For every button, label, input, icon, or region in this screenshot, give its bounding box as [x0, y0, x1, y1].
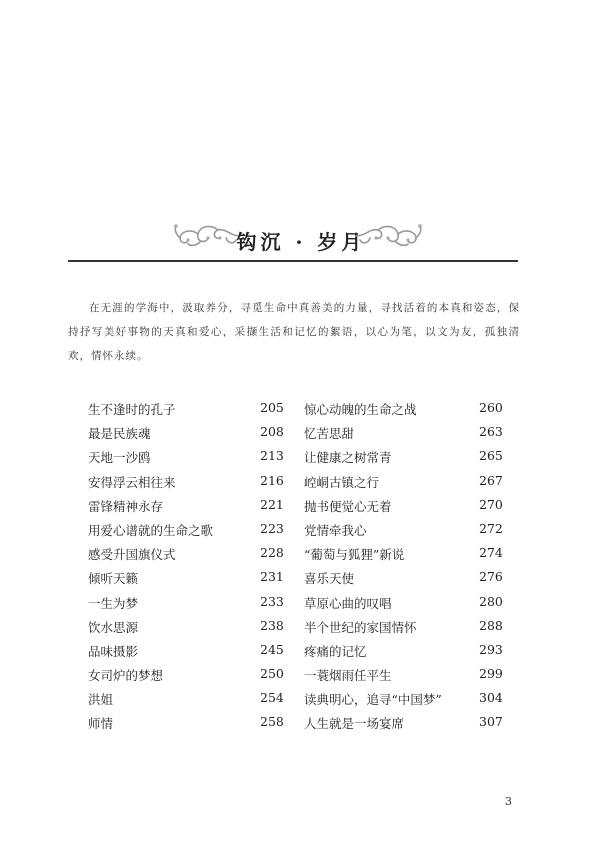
toc-left-title: 倾听天籁 [88, 571, 139, 587]
toc-left-page: 231 [260, 569, 284, 585]
toc-left-page: 238 [260, 617, 284, 633]
toc-right-title: 喜乐天使 [304, 571, 355, 587]
toc-left-title: 最是民族魂 [88, 426, 151, 442]
header-rule [68, 260, 518, 262]
toc-left-title: 感受升国旗仪式 [88, 547, 176, 563]
toc-left-page: 254 [260, 690, 284, 706]
toc-right-title: 抛书便觉心无着 [304, 498, 392, 514]
toc-row [88, 444, 508, 468]
toc-left-page: 213 [260, 448, 284, 464]
toc-right-page: 274 [479, 545, 503, 561]
page-number: 3 [505, 795, 512, 808]
section-header [0, 214, 602, 260]
toc-left-title: 饮水思源 [88, 619, 139, 635]
toc-right-title: 草原心曲的叹唱 [304, 595, 392, 611]
toc-row [88, 710, 508, 734]
floral-ornament-right-icon [352, 218, 426, 250]
toc-row [88, 541, 508, 565]
toc-left-page: 250 [260, 666, 284, 682]
toc-row [88, 469, 508, 493]
table-of-contents [88, 396, 508, 735]
toc-row [88, 493, 508, 517]
toc-right-title: 半个世纪的家国情怀 [304, 619, 417, 635]
toc-right-title: 党情牵我心 [304, 522, 367, 538]
toc-right-page: 270 [479, 496, 503, 512]
toc-row [88, 396, 508, 420]
toc-left-page: 258 [260, 714, 284, 730]
toc-right-page: 304 [479, 690, 503, 706]
section-title: 钩沉 · 岁月 [236, 230, 366, 254]
toc-right-title: 读典明心，追寻“中国梦” [304, 692, 442, 708]
toc-row [88, 420, 508, 444]
toc-right-title: 疼痛的记忆 [304, 643, 367, 659]
toc-row [88, 638, 508, 662]
toc-row [88, 565, 508, 589]
toc-left-title: 雷锋精神永存 [88, 498, 164, 514]
toc-left-page: 245 [260, 641, 284, 657]
toc-row [88, 686, 508, 710]
intro-paragraph: 在无涯的学海中，汲取养分，寻觅生命中真善美的力量，寻找活着的本真和姿态，保持抒写美好事物的天真和爱心，采撷生活和记忆的絮语，以心为笔，以文为友，孤独清欢，情怀永续。 [68, 302, 520, 362]
toc-right-page: 288 [479, 617, 503, 633]
toc-left-title: 女司炉的梦想 [88, 668, 164, 684]
toc-left-page: 228 [260, 545, 284, 561]
toc-left-title: 安得浮云相往来 [88, 474, 176, 490]
toc-row [88, 662, 508, 686]
toc-right-page: 263 [479, 424, 503, 440]
toc-left-title: 生不逢时的孔子 [88, 402, 176, 417]
toc-right-page: 280 [479, 593, 503, 609]
toc-row [88, 517, 508, 541]
toc-left-title: 师情 [88, 716, 114, 732]
toc-left-title: 用爱心谱就的生命之歌 [88, 522, 214, 538]
toc-row [88, 614, 508, 638]
toc-right-page: 260 [479, 400, 503, 415]
toc-right-title: 一蓑烟雨任平生 [304, 668, 392, 684]
toc-left-page: 221 [260, 496, 284, 512]
toc-left-title: 洪姐 [88, 692, 114, 708]
toc-right-title: 人生就是一场宴席 [304, 716, 405, 732]
toc-right-title: 让健康之树常青 [304, 450, 392, 466]
toc-right-title: 崆峒古镇之行 [304, 474, 380, 490]
toc-left-title: 品味摄影 [88, 643, 139, 659]
toc-right-title: 忆苦思甜 [304, 426, 355, 442]
toc-left-page: 223 [260, 520, 284, 536]
toc-right-page: 276 [479, 569, 503, 585]
toc-right-page: 265 [479, 448, 503, 464]
toc-left-page: 216 [260, 472, 284, 488]
toc-left-page: 205 [260, 400, 284, 415]
toc-right-page: 307 [479, 714, 503, 730]
toc-left-title: 天地一沙鸥 [88, 450, 151, 466]
toc-right-page: 293 [479, 641, 503, 657]
toc-row [88, 590, 508, 614]
toc-left-page: 233 [260, 593, 284, 609]
toc-right-page: 272 [479, 520, 503, 536]
toc-right-title: 惊心动魄的生命之战 [304, 402, 417, 417]
toc-left-title: 一生为梦 [88, 595, 139, 611]
toc-right-page: 299 [479, 666, 503, 682]
toc-right-title: “葡萄与狐狸”新说 [304, 547, 405, 563]
toc-left-page: 208 [260, 424, 284, 440]
toc-right-page: 267 [479, 472, 503, 488]
